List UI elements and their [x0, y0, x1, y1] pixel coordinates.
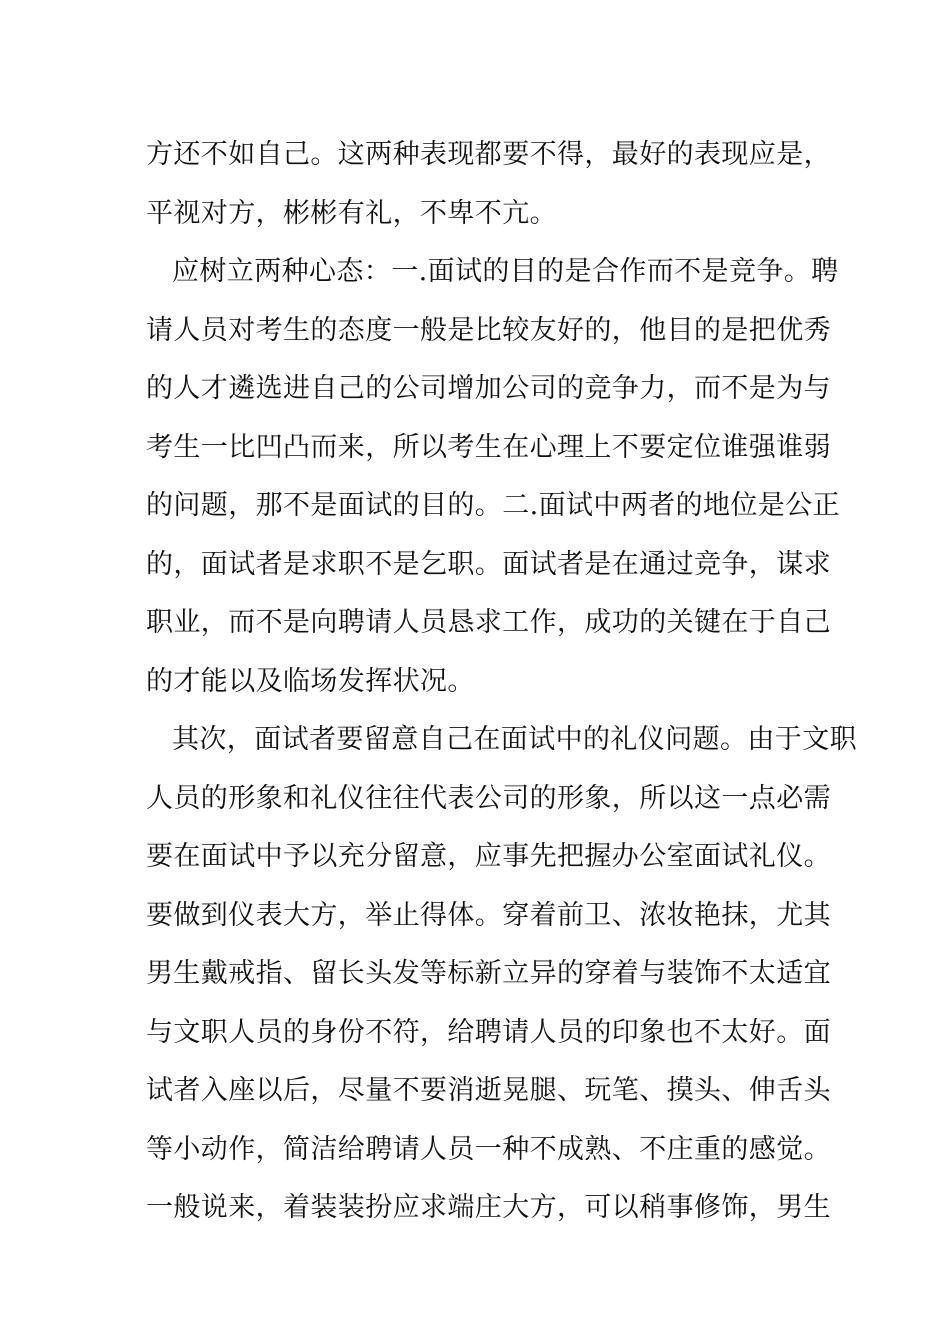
paragraph-start-line: 其次，面试者要留意自己在面试中的礼仪问题。由于文职	[172, 724, 857, 755]
text-line: 试者入座以后，尽量不要消逝晃腿、玩笔、摸头、伸舌头	[146, 1075, 831, 1106]
paragraph-start-line: 应树立两种心态：一.面试的目的是合作而不是竞争。聘	[172, 256, 839, 287]
text-line: 的，面试者是求职不是乞职。面试者是在通过竞争，谋求	[146, 548, 831, 580]
text-line: 人员的形象和礼仪往往代表公司的形象，所以这一点必需	[146, 782, 831, 814]
text-line: 一般说来，着装装扮应求端庄大方，可以稍事修饰，男生	[146, 1192, 831, 1223]
text-line: 要做到仪表大方，举止得体。穿着前卫、浓妆艳抹，尤其	[146, 899, 831, 931]
text-line: 与文职人员的身份不符，给聘请人员的印象也不太好。面	[146, 1016, 831, 1048]
text-line: 的才能以及临场发挥状况。	[146, 665, 475, 697]
text-line: 平视对方，彬彬有礼，不卑不亢。	[146, 197, 557, 229]
body-text	[146, 126, 857, 1238]
text-line: 方还不如自己。这两种表现都要不得，最好的表现应是，	[146, 139, 831, 170]
text-line: 职业，而不是向聘请人员恳求工作，成功的关键在于自己	[146, 607, 831, 638]
text-line: 考生一比凹凸而来，所以考生在心理上不要定位谁强谁弱	[146, 431, 831, 463]
text-line: 请人员对考生的态度一般是比较友好的，他目的是把优秀	[146, 314, 831, 346]
text-line: 等小动作，简洁给聘请人员一种不成熟、不庄重的感觉。	[146, 1133, 831, 1165]
text-line: 的问题，那不是面试的目的。二.面试中两者的地位是公正	[146, 490, 840, 521]
text-line: 的人才遴选进自己的公司增加公司的竞争力，而不是为与	[146, 373, 831, 404]
text-line: 要在面试中予以充分留意，应事先把握办公室面试礼仪。	[146, 841, 831, 872]
text-line: 男生戴戒指、留长头发等标新立异的穿着与装饰不太适宜	[146, 958, 831, 989]
